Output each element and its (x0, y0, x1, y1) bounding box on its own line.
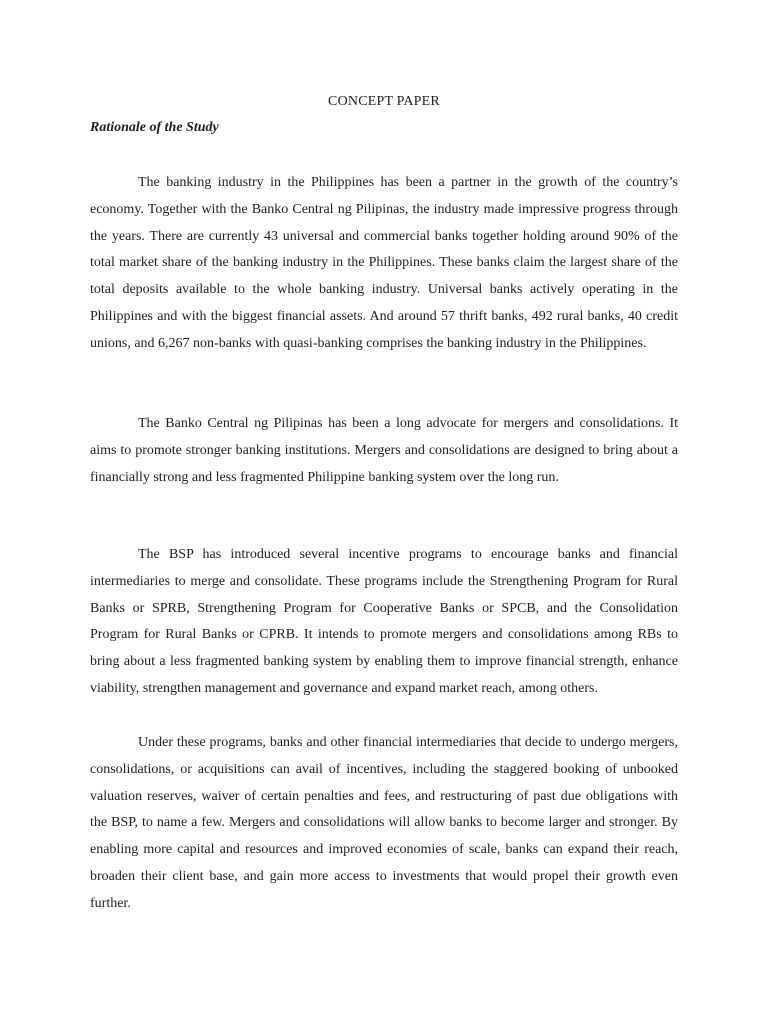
paragraph-2: The Banko Central ng Pilipinas has been a long advocate for mergers and consolidations. It aims to promote stronger banking institutions. Mergers and consolidations are designed to bring about a financially strong and less fragmented Philippine banking system over the long run. (90, 416, 678, 485)
paragraph-1: The banking industry in the Philippines has been a partner in the growth of the country’s economy. Together with the Banko Central ng Pilipinas, the industry made impressive progress through the years. There are currently 43 universal and commercial banks together holding around 90% of the total market share of the banking industry in the Philippines. These banks claim the largest share of the total deposits available to the whole banking industry. Universal banks actively operating in the Philippines and with the biggest financial assets. And around 57 thrift banks, 492 rural banks, 40 credit unions, and 6,267 non-banks with quasi-banking comprises the banking industry in the Philippines. (90, 175, 678, 351)
paragraph-4: Under these programs, banks and other financial intermediaries that decide to undergo mergers, consolidations, or acquisitions can avail of incentives, including the staggered booking of unbooked valuation reserves, waiver of certain penalties and fees, and restructuring of past due obligations with the BSP, to name a few. Mergers and consolidations will allow banks to become larger and stronger. By enabling more capital and resources and improved economies of scale, banks can expand their reach, broaden their client base, and gain more access to investments that would propel their growth even further. (90, 735, 678, 911)
section-heading: Rationale of the Study (90, 120, 219, 135)
page-title: CONCEPT PAPER (328, 94, 440, 109)
paragraph-3: The BSP has introduced several incentive programs to encourage banks and financial intermediaries to merge and consolidate. These programs include the Strengthening Program for Rural Banks or SPRB, Strengthening Program for Cooperative Banks or SPCB, and the Consolidation Program for Rural Banks or CPRB. It intends to promote mergers and consolidations among RBs to bring about a less fragmented banking system by enabling them to improve financial strength, enhance viability, strengthen management and governance and expand market reach, among others. (90, 547, 678, 696)
